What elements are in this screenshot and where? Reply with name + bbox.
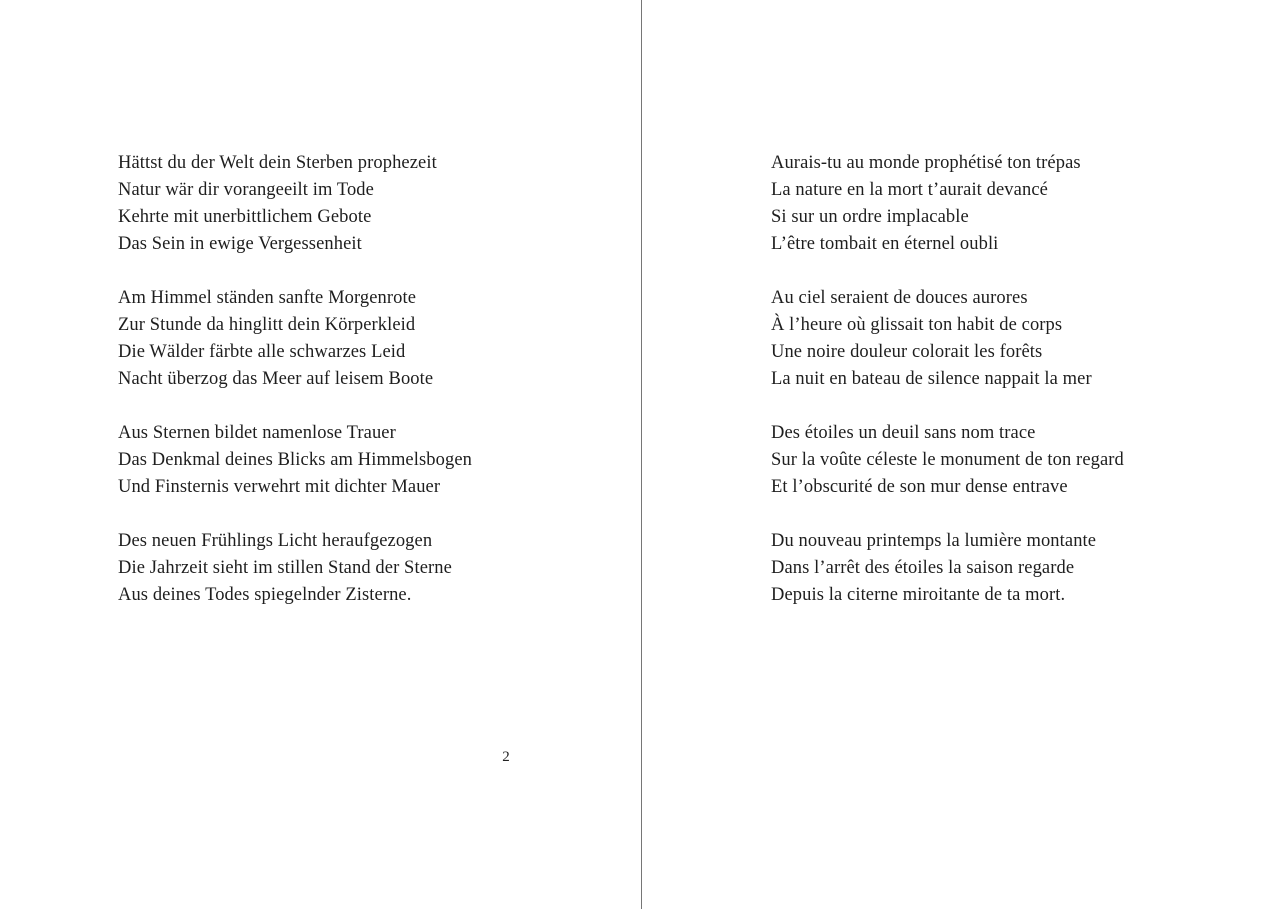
poem-line: Aus Sternen bildet namenlose Trauer xyxy=(118,423,396,443)
poem-stanza xyxy=(771,150,1124,258)
poem-line: Et l’obscurité de son mur dense entrave xyxy=(771,477,1068,497)
poem-line: Nacht überzog das Meer auf leisem Boote xyxy=(118,369,434,389)
page-number: 2 xyxy=(502,749,510,765)
poem-line: La nuit en bateau de silence nappait la mer xyxy=(771,369,1092,389)
poem-stanza xyxy=(771,285,1124,393)
poem-line: La nature en la mort t’aurait devancé xyxy=(771,180,1048,200)
poem-stanza xyxy=(118,528,472,609)
poem-line: Hättst du der Welt dein Sterben prophezeit xyxy=(118,153,437,173)
poem-line: L’être tombait en éternel oubli xyxy=(771,234,999,254)
poem-line: Sur la voûte céleste le monument de ton regard xyxy=(771,450,1124,470)
poem-line: Die Jahrzeit sieht im stillen Stand der Sterne xyxy=(118,558,452,578)
poem-line: Zur Stunde da hinglitt dein Körperkleid xyxy=(118,315,416,335)
poem-line: Aus deines Todes spiegelnder Zisterne. xyxy=(118,585,412,605)
poem-line: Si sur un ordre implacable xyxy=(771,207,969,227)
poem-line: Depuis la citerne miroitante de ta mort. xyxy=(771,585,1066,605)
poem-line: Und Finsternis verwehrt mit dichter Mauer xyxy=(118,477,441,497)
poem-line: Natur wär dir vorangeeilt im Tode xyxy=(118,180,374,200)
poem-french xyxy=(771,150,1124,609)
poem-german xyxy=(118,150,472,609)
poem-line: Du nouveau printemps la lumière montante xyxy=(771,531,1097,551)
poem-stanza xyxy=(118,420,472,501)
poem-line: Am Himmel ständen sanfte Morgenrote xyxy=(118,288,417,308)
poem-stanza xyxy=(771,528,1124,609)
poem-line: À l’heure où glissait ton habit de corps xyxy=(771,315,1063,335)
poem-line: Das Sein in ewige Vergessenheit xyxy=(118,234,362,254)
right-page xyxy=(642,0,1283,913)
poem-line: Das Denkmal deines Blicks am Himmelsbogen xyxy=(118,450,472,470)
poem-stanza xyxy=(771,420,1124,501)
left-page xyxy=(0,0,641,913)
poem-line: Des neuen Frühlings Licht heraufgezogen xyxy=(118,531,433,551)
poem-stanza xyxy=(118,150,472,258)
poem-line: Kehrte mit unerbittlichem Gebote xyxy=(118,207,372,227)
poem-line: Aurais-tu au monde prophétisé ton trépas xyxy=(771,153,1081,173)
poem-line: Die Wälder färbte alle schwarzes Leid xyxy=(118,342,406,362)
poem-line: Dans l’arrêt des étoiles la saison regarde xyxy=(771,558,1075,578)
poem-stanza xyxy=(118,285,472,393)
poem-line: Une noire douleur colorait les forêts xyxy=(771,342,1043,362)
poem-line: Des étoiles un deuil sans nom trace xyxy=(771,423,1036,443)
poem-line: Au ciel seraient de douces aurores xyxy=(771,288,1028,308)
